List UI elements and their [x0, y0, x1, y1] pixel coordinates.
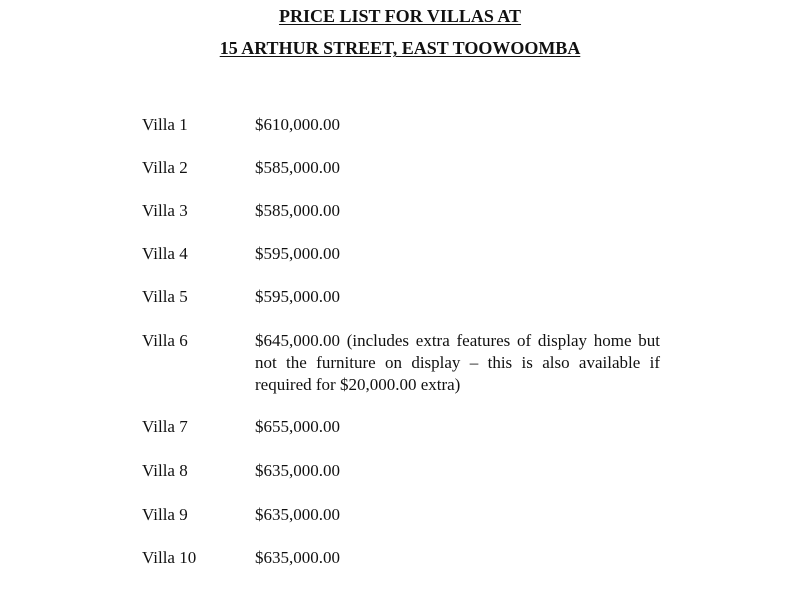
villa-price-with-note: $645,000.00 (includes extra features of display home but not the furniture on display – this is also available if required for $20,000.00 extra)	[255, 331, 660, 394]
villa-name: Villa 6	[142, 331, 188, 350]
villa-price: $655,000.00	[255, 417, 340, 436]
villa-name: Villa 7	[142, 417, 188, 436]
document-title-line-1: PRICE LIST FOR VILLAS AT	[278, 6, 522, 26]
villa-name: Villa 2	[142, 158, 188, 177]
villa-price: $635,000.00	[255, 548, 340, 567]
villa-name: Villa 5	[142, 287, 188, 306]
villa-name: Villa 8	[142, 461, 188, 480]
document-title-line-2: 15 ARTHUR STREET, EAST TOOWOOMBA	[219, 38, 581, 58]
villa-name: Villa 1	[142, 115, 188, 134]
villa-price: $635,000.00	[255, 505, 340, 524]
villa-name: Villa 9	[142, 505, 188, 524]
villa-price: $585,000.00	[255, 158, 340, 177]
villa-price: $635,000.00	[255, 461, 340, 480]
villa-price: $595,000.00	[255, 287, 340, 306]
villa-name: Villa 3	[142, 201, 188, 220]
villa-price: $610,000.00	[255, 115, 340, 134]
villa-name: Villa 10	[142, 548, 197, 567]
villa-price: $585,000.00	[255, 201, 340, 220]
villa-name: Villa 4	[142, 244, 188, 263]
villa-price: $595,000.00	[255, 244, 340, 263]
